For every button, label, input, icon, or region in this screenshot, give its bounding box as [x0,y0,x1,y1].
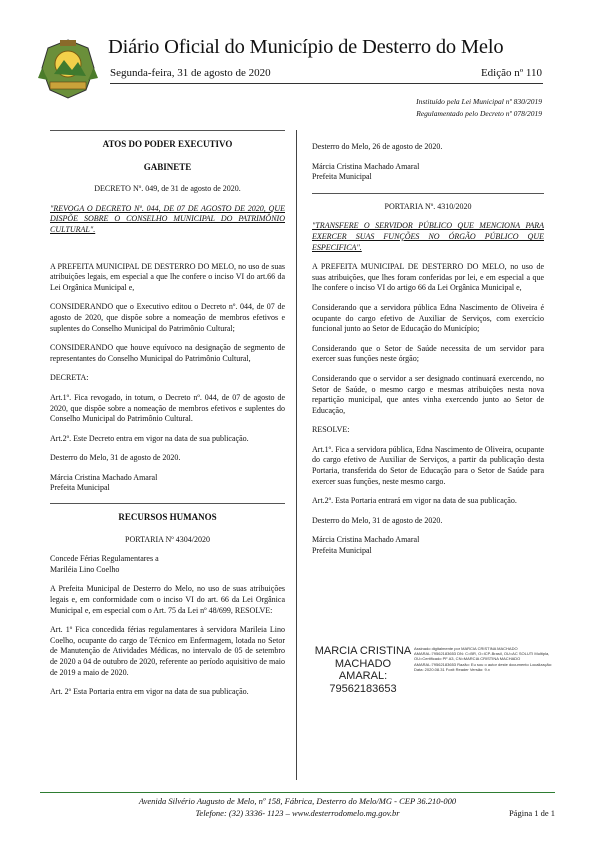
decree-title: DECRETO Nº. 049, de 31 de agosto de 2020. [94,184,241,194]
signatory-name: Márcia Cristina Machado Amaral [312,535,420,545]
digital-signature-stamp [312,645,414,695]
signature-name: MARCIA CRISTINA MACHADO AMARAL: [314,645,412,682]
institution-note [416,96,542,120]
column-divider [296,130,297,780]
portaria-paragraph: Art. 1º Fica concedida férias regulamentares à servidora Marileia Lino Coelho, ocupante do cargo de Técnico em Enfermagem, lotada no Setor de Manutenção de Atividades Médicas, no intervalo de 05 de setembro de 2020 a 04 de outubro de 2020, referente ao período aquisitivo de maio de 2019 a maio de 2020. [50,625,285,677]
institution-decree: Regulamentado pelo Decreto nº 078/2019 [416,109,542,118]
decree-paragraph: CONSIDERANDO que houve equívoco na designação de segmento de representantes do Conselho Municipal do Patrimônio Cultural, [50,343,285,363]
place-date: Desterro do Melo, 26 de agosto de 2020. [312,142,443,151]
signatory-name: Márcia Cristina Machado Amaral [312,161,420,171]
decree-paragraph: Art.2º. Este Decreto entra em vigor na data de sua publicação. [50,433,249,443]
page-number: Página 1 de 1 [508,808,555,818]
section-rule [50,130,285,131]
decree-paragraph: DECRETA: [50,373,89,383]
portaria-summary-name: Mariléia Lino Coelho [50,564,120,574]
digital-signature-details: Assinado digitalmente por MARCIA CRISTINA MACHADO AMARAL:79562183653 DN: C=BR, O=ICP-Brasil, OU=AC SOLUTI Multipla, OU=Certificado PF A3, CN=MARCIA CRISTINA MACHADO AMARAL:79562183653 Razão: Eu sou o autor deste documento Localização: Data: 2020.08.31 Foxit Reader Versão: 9.x [414,646,553,672]
decree-paragraph: Art.1º. Fica revogado, in totum, o Decreto nº. 044, de 07 de agosto de 2020, que dispõe sobre a nomeação de membros efetivos e suplentes do Conselho Municipal do Patrimônio Cultural. [50,392,285,424]
decree-ementa: "REVOGA O DECRETO Nº. 044, DE 07 DE AGOSTO DE 2020, QUE DISPÕE SOBRE O CONSELHO MUNICIPAL DO PATRIMÔNIO CULTURAL". [50,203,285,234]
portaria-paragraph: Art.1º. Fica a servidora pública, Edna Nascimento de Oliveira, ocupante do cargo efetivo de Auxiliar de Serviços, a partir da publicação desta Portaria, transferida do Setor de Educação para o Setor de Saúde para exercer suas funções, neste mesmo cargo. [312,444,544,486]
portaria-summary: Concede Férias Regulamentares a [50,554,159,564]
issue-date: Segunda-feira, 31 de agosto de 2020 [110,67,271,79]
header-divider [110,83,543,84]
footer-divider [40,792,555,793]
portaria-paragraph: Considerando que o servidor a ser designado continuará exercendo, no Setor de Saúde, o mesmo cargo e mesmas atribuições nesta nova repartição municipal, que antes vinha exercendo junto ao Setor de Educação, [312,373,544,415]
portaria-paragraph: Art.2º. Esta Portaria entrará em vigor na data de sua publicação. [312,496,517,506]
decree-paragraph: CONSIDERANDO que o Executivo editou o Decreto nº. 044, de 07 de agosto de 2020, que dispõe sobre a nomeação de membros efetivos e suplentes do Conselho Municipal do Patrimônio Cultural; [50,302,285,333]
edition-number: Edição nº 110 [480,67,542,79]
decree-place-date: Desterro do Melo, 31 de agosto de 2020. [50,453,181,463]
portaria-paragraph: RESOLVE: [312,425,350,435]
municipal-coat-of-arms-logo [36,38,100,100]
right-column [312,142,544,557]
portaria-paragraph: Considerando que o Setor de Saúde necessita de um servidor para exercer suas funções neste órgão; [312,343,544,364]
portaria-paragraph: A PREFEITA MUNICIPAL DE DESTERRO DO MELO, no uso de suas atribuições, que lhes foram conferidas por lei, e em especial a que lhe confere o inciso VI do artigo 66 da Lei Orgânica Municipal e, [312,262,544,293]
portaria-title: PORTARIA Nº 4304/2020 [125,534,210,544]
institution-law: Instituído pela Lei Municipal nº 830/2019 [416,97,542,106]
portaria-paragraph: Art. 2º Esta Portaria entra em vigor na data de sua publicação. [50,687,249,697]
portaria-title: PORTARIA Nº. 4310/2020 [384,201,472,211]
footer-address: Avenida Silvério Augusto de Melo, nº 158, Fábrica, Desterro do Melo/MG - CEP 36.210-000 [138,796,457,806]
signatory-role: Prefeita Municipal [50,483,110,493]
signatory-role: Prefeita Municipal [312,546,372,556]
left-column [50,130,285,707]
signatory-role: Prefeita Municipal [312,172,372,182]
section-heading-hr: RECURSOS HUMANOS [118,512,217,523]
portaria-ementa: "TRANSFERE O SERVIDOR PÚBLICO QUE MENCIONA PARA EXERCER SUAS FUNÇÕES NO ÓRGÃO PÚBLICO QUE ESPECIFICA". [312,221,544,252]
footer-contact: Telefone: (32) 3336- 1123 – www.desterrodomelo.mg.gov.br [195,808,400,818]
signature-number: 79562183653 [329,682,397,695]
section-rule [50,503,285,504]
portaria-paragraph: Considerando que a servidora pública Edna Nascimento de Oliveira é ocupante do cargo efetivo de Auxiliar de Serviços, com exercício funcional junto ao Setor de Educação do Município; [312,302,544,334]
journal-title: Diário Oficial do Município de Desterro do Melo [108,36,504,58]
section-heading-executive: ATOS DO PODER EXECUTIVO [102,139,233,149]
decree-paragraph: A PREFEITA MUNICIPAL DE DESTERRO DO MELO, no uso de suas atribuições legais, em especial a que lhe confere o inciso VI do art.66 da Lei Orgânica Municipal e, [50,261,285,292]
section-heading-cabinet: GABINETE [143,161,192,172]
section-rule [312,193,544,194]
signatory-name: Márcia Cristina Machado Amaral [50,472,158,482]
portaria-place-date: Desterro do Melo, 31 de agosto de 2020. [312,515,443,525]
portaria-paragraph: A Prefeita Municipal de Desterro do Melo, no uso de suas atribuições legais e, em conformidade com o inciso VI do art. 66 da Lei Orgânica Municipal e, em especial com o Art. 75 da Lei nº 48/699, RESOLVE: [50,584,285,615]
